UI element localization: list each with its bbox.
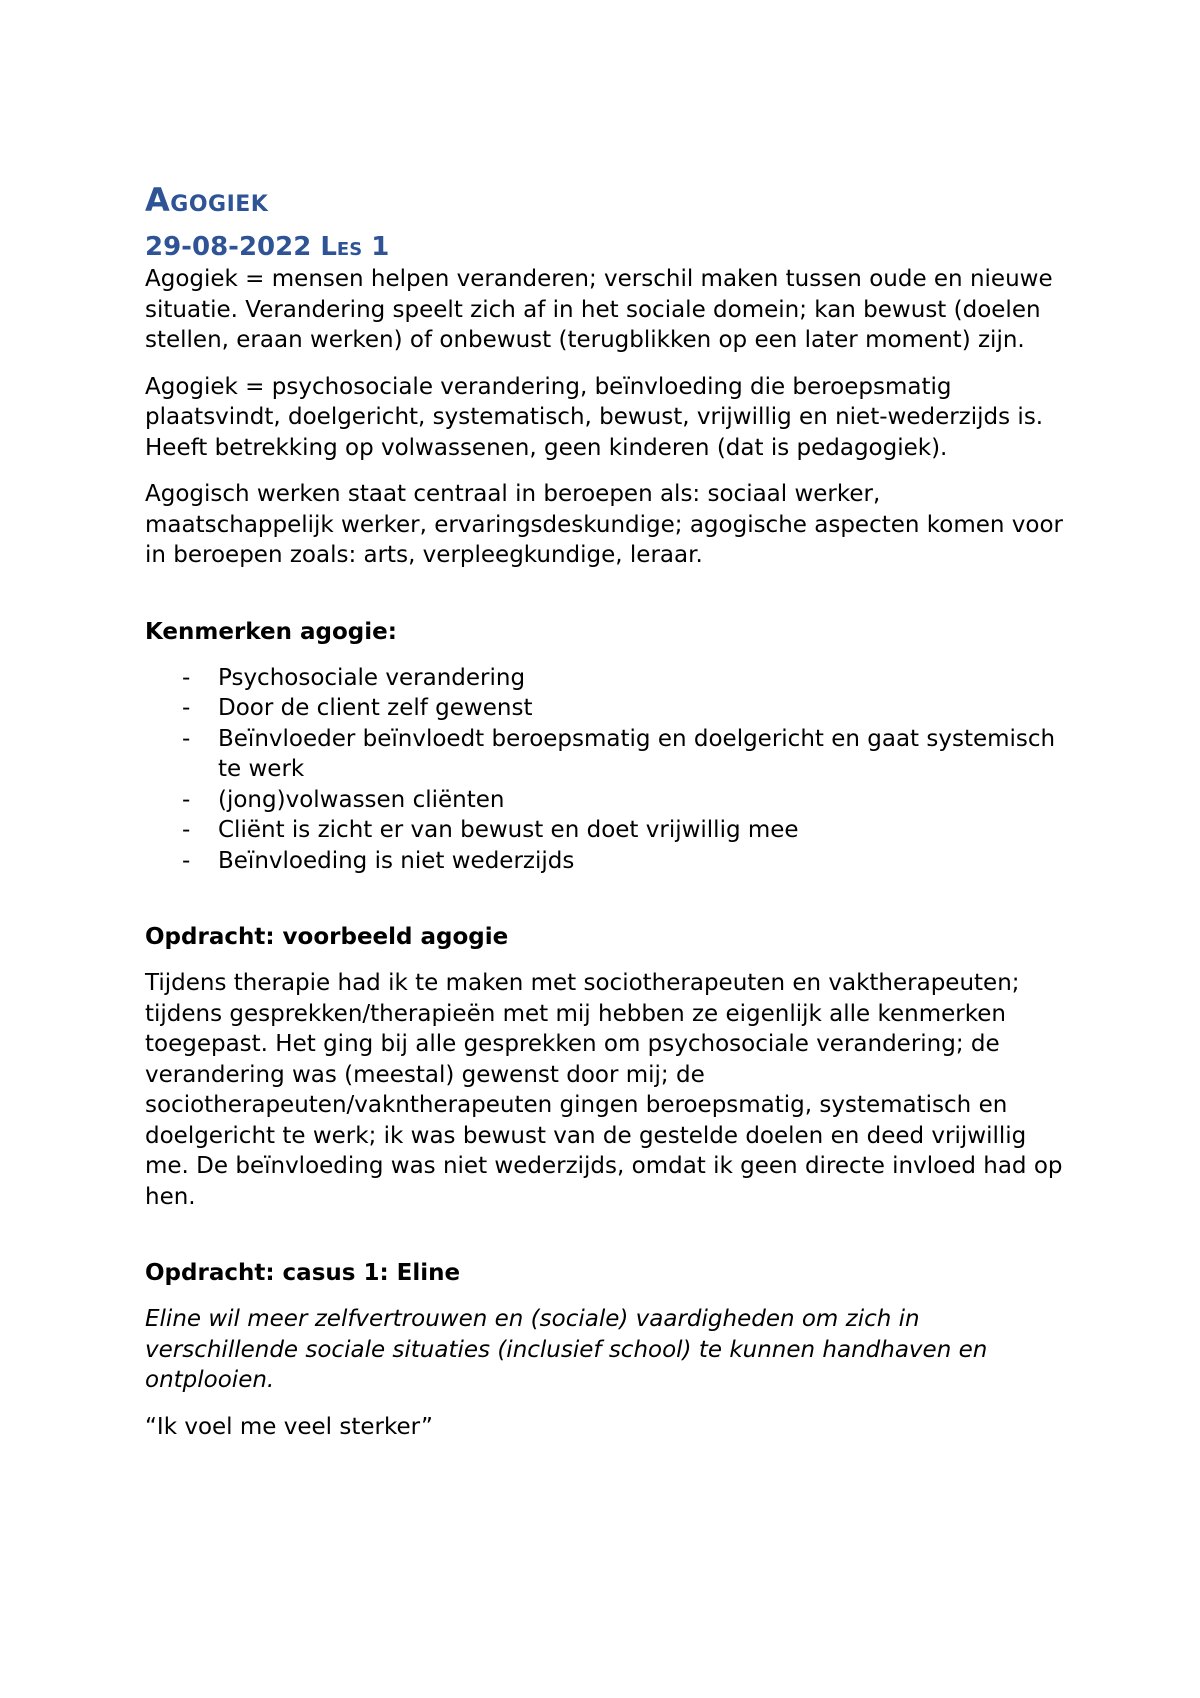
- spacer: [145, 587, 1075, 617]
- dash-bullet: -: [182, 786, 191, 813]
- list-item-text: Door de client zelf gewenst: [218, 695, 533, 721]
- lesson-heading: 29-08-2022 Les 1: [145, 232, 390, 262]
- spacer: [145, 1228, 1075, 1258]
- list-item: [145, 693, 1075, 724]
- list-item-text: Cliënt is zicht er van bewust en doet vrijwillig mee: [218, 817, 799, 843]
- spacer: [145, 876, 1075, 922]
- dash-bullet: -: [182, 817, 191, 843]
- list-item: [145, 815, 1075, 846]
- opdracht-casus-heading: Opdracht: casus 1: Eline: [145, 1260, 461, 1286]
- casus-description: Eline wil meer zelfvertrouwen en (sociale) vaardigheden om zich in verschillende sociale situaties (inclusief school) te kunnen handhaven en ontplooien.: [145, 1306, 988, 1393]
- dash-bullet: -: [182, 664, 191, 691]
- document-title: Agogiek: [145, 181, 269, 219]
- kenmerken-list: [145, 663, 1075, 877]
- list-item-text: Beïnvloeding is niet wederzijds: [218, 847, 575, 874]
- opdracht-voorbeeld-heading: Opdracht: voorbeeld agogie: [145, 924, 509, 950]
- dash-bullet: -: [182, 725, 191, 752]
- list-item: [145, 785, 1075, 816]
- dash-bullet: -: [182, 847, 191, 874]
- list-item: [145, 663, 1075, 694]
- intro-paragraph-2: Agogiek = psychosociale verandering, beïnvloeding die beroepsmatig plaatsvindt, doelgericht, systematisch, bewust, vrijwillig en niet-wederzijds is. Heeft betrekking op volwassenen, geen kinderen (dat is pedagogiek).: [145, 373, 1044, 461]
- intro-paragraph-3: Agogisch werken staat centraal in beroepen als: sociaal werker, maatschappelijk werker, ervaringsdeskundige; agogische aspecten komen voor in beroepen zoals: arts, verpleegkundige, leraar.: [145, 481, 1064, 568]
- list-item-text: (jong)volwassen cliënten: [218, 786, 505, 813]
- kenmerken-heading: Kenmerken agogie:: [145, 618, 397, 645]
- dash-bullet: -: [182, 695, 191, 721]
- opdracht-voorbeeld-text: Tijdens therapie had ik te maken met sociotherapeuten en vaktherapeuten; tijdens gesprekken/therapieën met mij hebben ze eigenlijk alle kenmerken toegepast. Het ging bij alle gesprekken om psychosociale verandering; de verandering was (meestal) gewenst door mij; de sociotherapeuten/vakntherapeuten gingen beroepsmatig, systematisch en doelgericht te werk; ik was bewust van de gestelde doelen en deed vrijwillig me. De beïnvloeding was niet wederzijds, omdat ik geen directe invloed had op hen.: [145, 970, 1063, 1210]
- list-item-text: Psychosociale verandering: [218, 664, 526, 691]
- intro-paragraph-1: Agogiek = mensen helpen veranderen; verschil maken tussen oude en nieuwe situatie. Verandering speelt zich af in het sociale domein; kan bewust (doelen stellen, eraan werken) of onbewust (terugblikken op een later moment) zijn.: [145, 266, 1053, 353]
- list-item-text: Beïnvloeder beïnvloedt beroepsmatig en doelgericht en gaat systemisch te werk: [218, 725, 1056, 782]
- casus-quote: “Ik voel me veel sterker”: [145, 1413, 433, 1440]
- list-item: [145, 846, 1075, 877]
- document-page: [145, 178, 1075, 1458]
- list-item: [145, 724, 1075, 785]
